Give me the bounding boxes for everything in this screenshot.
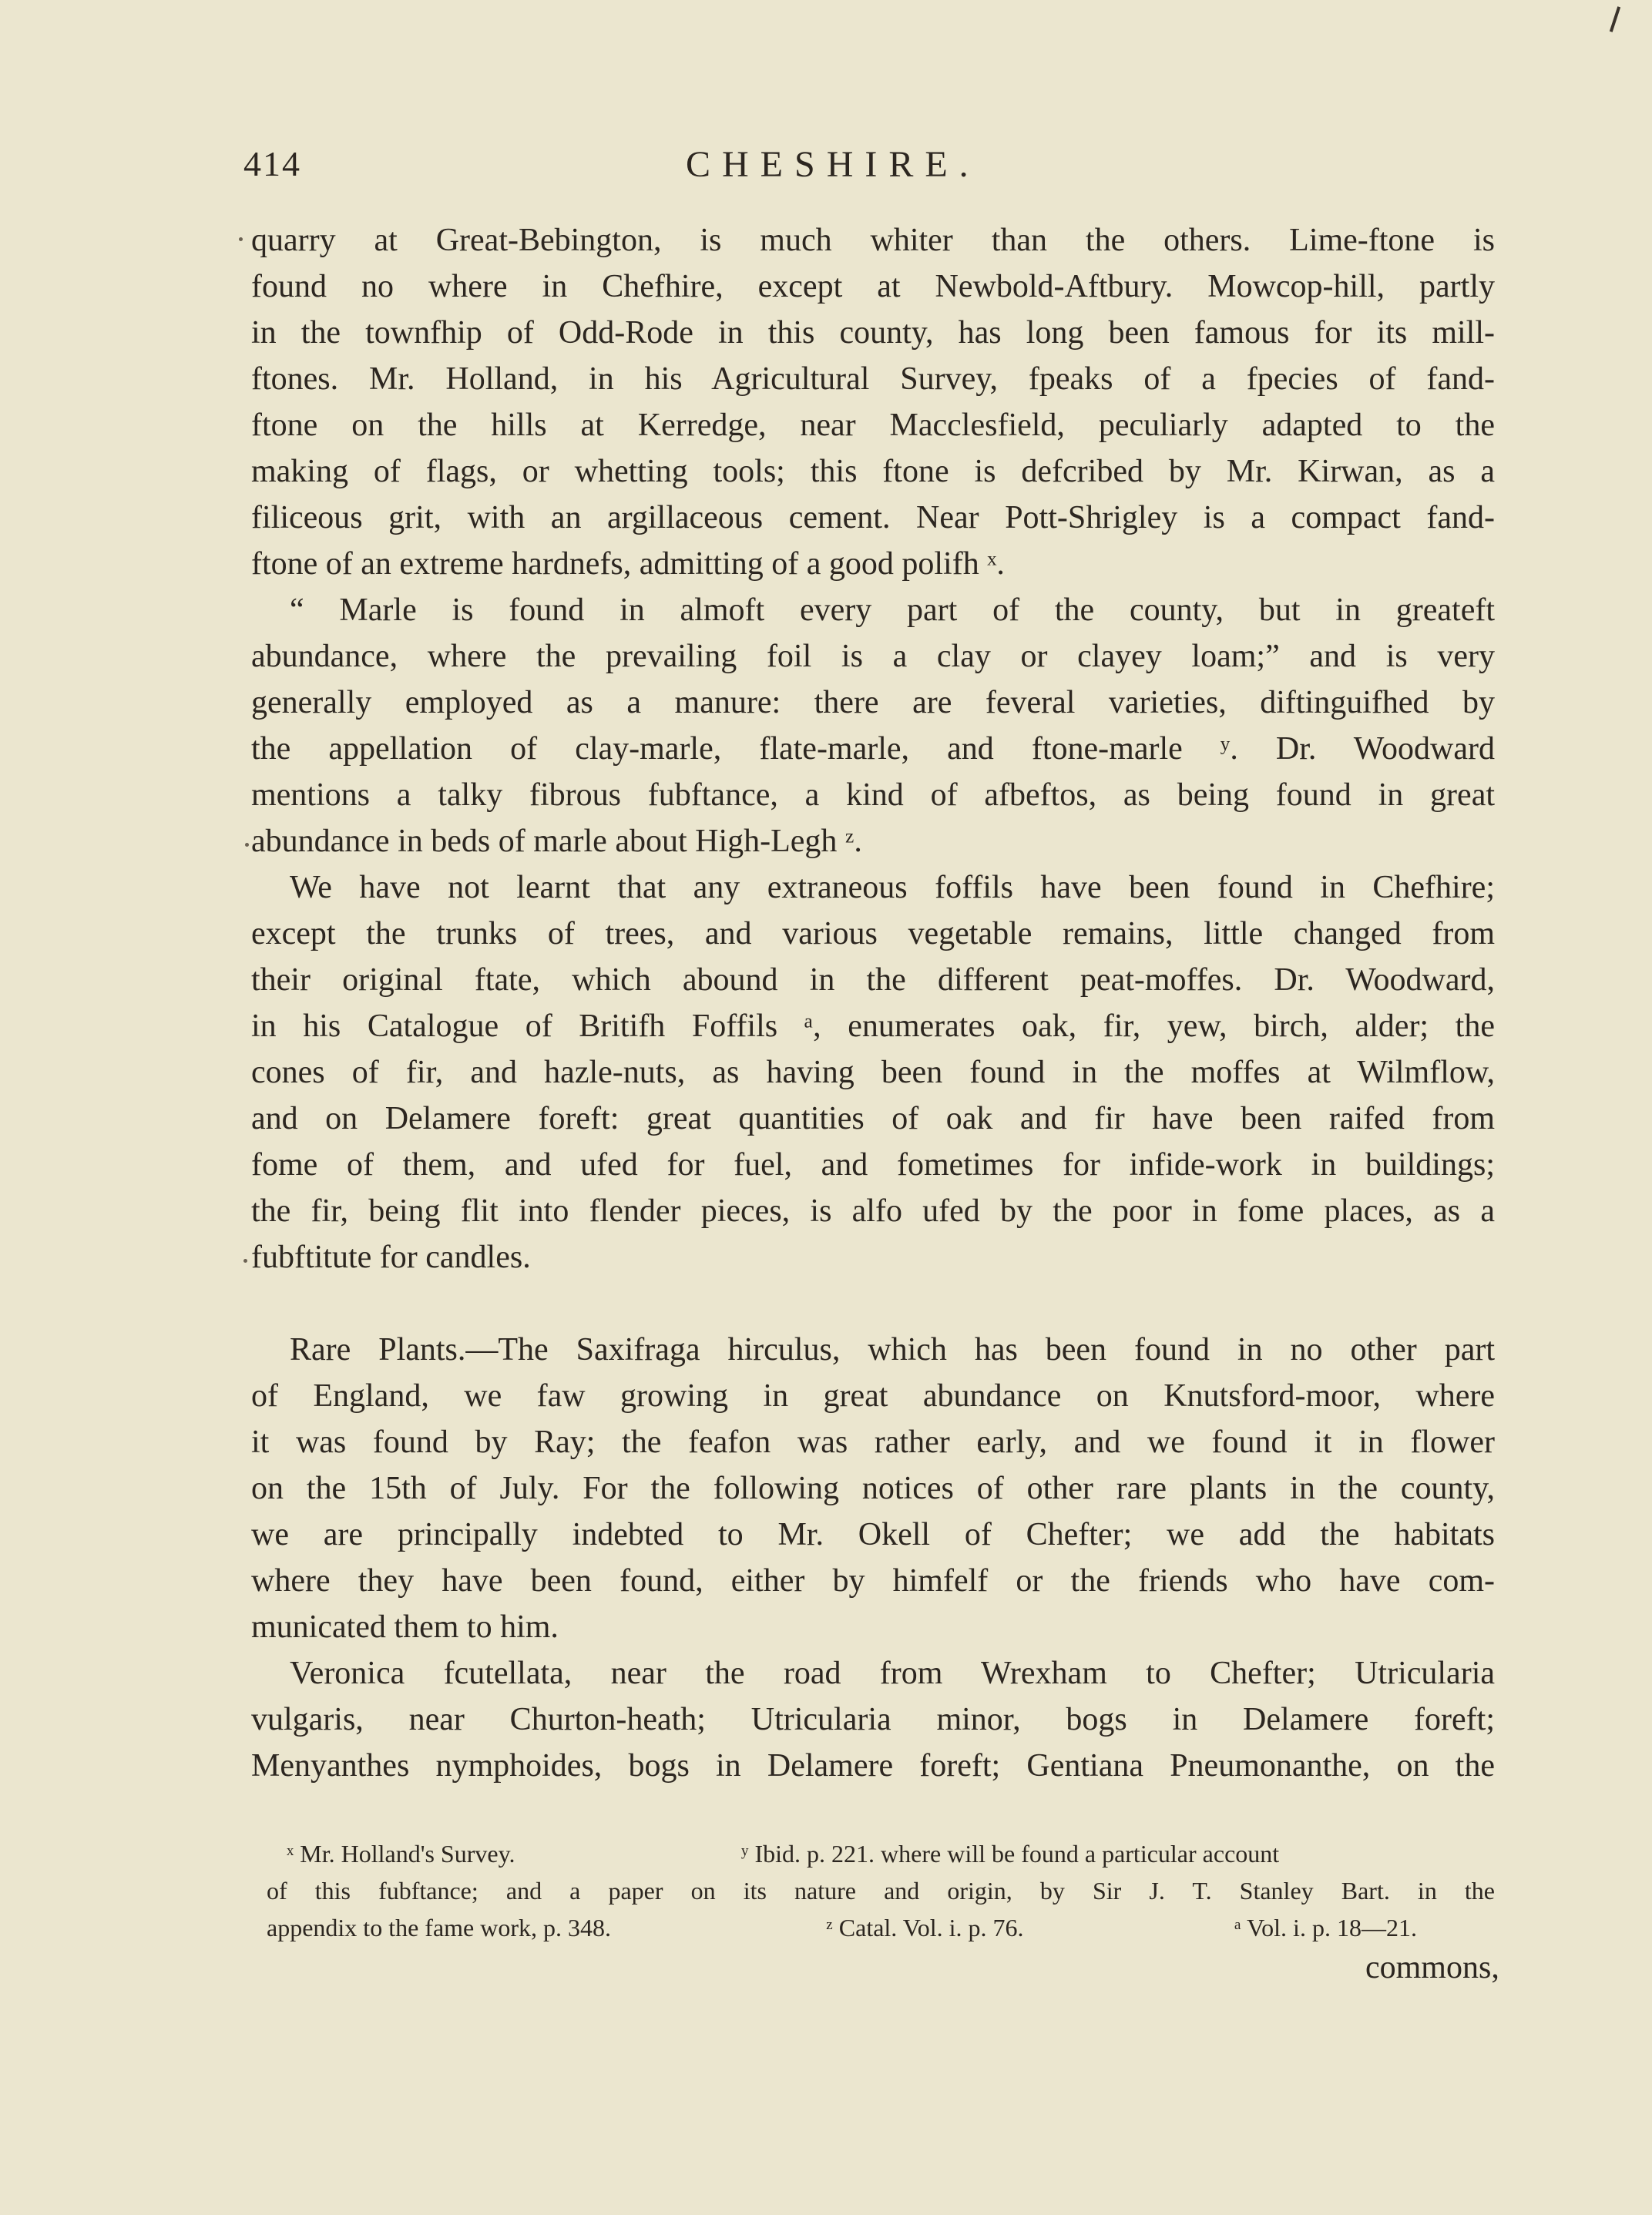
footnote-z: ᶻ Catal. Vol. i. p. 76. [826, 1914, 1024, 1941]
text-line: it was found by Ray; the feafon was rather early, and we found it in flower [251, 1425, 1495, 1460]
page-number: 414 [243, 144, 301, 183]
text-line: We have not learnt that any extraneous foffils have been found in Chefhire; [290, 870, 1495, 905]
footnotes [251, 1835, 1495, 1946]
margin-speck [239, 237, 243, 241]
text-line: ftone of an extreme hardnefs, admitting of a good polifh ˣ. [251, 546, 1005, 582]
footnote-line [251, 1835, 1495, 1872]
text-line: the appellation of clay-marle, flate-marle, and ftone-marle ʸ. Dr. Woodward [251, 731, 1495, 767]
text-line: filiceous grit, with an argillaceous cement. Near Pott-Shrigley is a compact fand- [251, 500, 1495, 535]
text-line: the fir, being flit into flender pieces, is alfo ufed by the poor in fome places, as a [251, 1193, 1495, 1229]
text-line: ftone on the hills at Kerredge, near Macclesfield, peculiarly adapted to the [251, 408, 1495, 443]
text-line: abundance in beds of marle about High-Legh ᶻ. [251, 824, 862, 859]
text-line: making of flags, or whetting tools; this ftone is defcribed by Mr. Kirwan, as a [251, 454, 1495, 489]
text-line: municated them to him. [251, 1609, 559, 1645]
text-line: abundance, where the prevailing foil is a clay or clayey loam;” and is very [251, 639, 1495, 674]
margin-speck [245, 843, 249, 847]
text-line: cones of fir, and hazle-nuts, as having been found in the moffes at Wilmflow, [251, 1055, 1495, 1090]
text-line: ftones. Mr. Holland, in his Agricultural Survey, fpeaks of a fpecies of fand- [251, 361, 1495, 397]
footnote-a: ᵃ Vol. i. p. 18—21. [1234, 1914, 1417, 1941]
text-line: found no where in Chefhire, except at Newbold-Aftbury. Mowcop-hill, partly [251, 269, 1495, 304]
catchword: commons, [1365, 1950, 1499, 1985]
footnote-y-continued: of this fubftance; and a paper on its nature and origin, by Sir J. T. Stanley Bart. in the [267, 1877, 1495, 1905]
text-line: Veronica fcutellata, near the road from Wrexham to Chefter; Utricularia [290, 1656, 1495, 1691]
ink-mark [1610, 6, 1620, 32]
text-line: “ Marle is found in almoft every part of the county, but in greateft [290, 592, 1495, 628]
text-line: on the 15th of July. For the following notices of other rare plants in the county, [251, 1471, 1495, 1506]
text-line: and on Delamere foreft: great quantities of oak and fir have been raifed from [251, 1101, 1495, 1136]
text-line: in his Catalogue of Britifh Foffils ᵃ, enumerates oak, fir, yew, birch, alder; the [251, 1008, 1495, 1044]
text-line: fubftitute for candles. [251, 1240, 531, 1275]
footnote-y: ʸ Ibid. p. 221. where will be found a particular account [741, 1840, 1280, 1868]
text-line: fome of them, and ufed for fuel, and fometimes for infide-work in buildings; [251, 1147, 1495, 1183]
text-line: of England, we faw growing in great abundance on Knutsford-moor, where [251, 1378, 1495, 1414]
footnote-x: ˣ Mr. Holland's Survey. [287, 1840, 515, 1868]
running-header [0, 143, 1652, 190]
footnote-line [251, 1872, 1495, 1909]
footnote-line [251, 1909, 1495, 1946]
main-text [251, 217, 1495, 1789]
text-line: except the trunks of trees, and various vegetable remains, little changed from [251, 916, 1495, 951]
text-line: we are principally indebted to Mr. Okell of Chefter; we add the habitats [251, 1517, 1495, 1552]
text-line: in the townfhip of Odd-Rode in this county, has long been famous for its mill- [251, 315, 1495, 351]
text-line: quarry at Great-Bebington, is much whiter than the others. Lime-ftone is [251, 223, 1495, 258]
paragraph-gap [251, 1280, 1495, 1327]
text-line: where they have been found, either by himfelf or the friends who have com- [251, 1563, 1495, 1599]
text-line: generally employed as a manure: there are feveral varieties, diftinguifhed by [251, 685, 1495, 720]
text-line: vulgaris, near Churton-heath; Utricularia minor, bogs in Delamere foreft; [251, 1702, 1495, 1737]
text-line: mentions a talky fibrous fubftance, a kind of afbeftos, as being found in great [251, 777, 1495, 813]
margin-speck [243, 1259, 247, 1263]
text-line: Rare Plants.—The Saxifraga hirculus, which has been found in no other part [290, 1332, 1495, 1368]
text-line: Menyanthes nymphoides, bogs in Delamere foreft; Gentiana Pneumonanthe, on the [251, 1748, 1495, 1784]
footnote-y-end: appendix to the fame work, p. 348. [267, 1914, 611, 1941]
running-title: CHESHIRE. [686, 144, 980, 185]
text-line: their original ftate, which abound in the different peat-moffes. Dr. Woodward, [251, 962, 1495, 998]
